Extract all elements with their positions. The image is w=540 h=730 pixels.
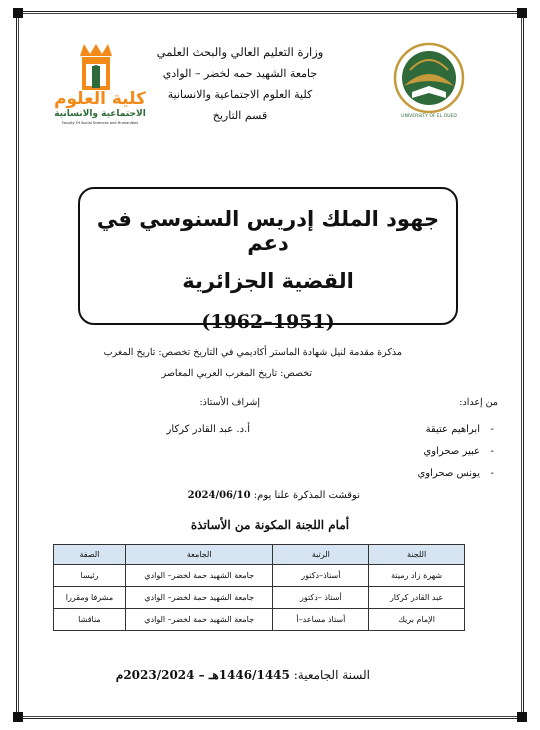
defense-date-line [188,490,360,501]
column-header: الجامعة [125,545,273,565]
column-header: اللجنة [369,545,465,565]
member-role: رئيسا [54,565,126,587]
faculty-logo [46,42,154,126]
member-rank: أستاذ–دكتور [273,565,369,587]
university-logo [390,40,468,120]
ministry-name: وزارة التعليم العالي والبحث العلمي [156,45,324,59]
memo-description: مذكرة مقدمة لنيل شهادة الماستر أكاديمي في التاريخ تخصص: تاريخ المغرب [103,347,402,358]
border-corner [517,712,527,722]
academic-year-line [116,668,370,682]
committee-title: أمام اللجنة المكونة من الأساتذة [190,518,350,532]
university-name: جامعة الشهيد حمه لخضر – الوادي [162,67,318,80]
table-row [54,609,465,631]
member-university: جامعة الشهيد حمة لخضر– الوادي [125,565,273,587]
member-name: عبد القادر كركار [369,587,465,609]
list-dash: - [490,424,494,435]
border-corner [517,8,527,18]
institution-header [140,42,340,126]
faculty-name: كلية العلوم الاجتماعية والانسانية [167,88,313,101]
border-corner [13,712,23,722]
table-row [54,565,465,587]
member-role: مناقشا [54,609,126,631]
table-row [54,587,465,609]
logo-arabic-title: كلية العلوم [54,89,146,109]
thesis-title-line2: القضية الجزائرية [182,269,354,293]
member-university: جامعة الشهيد حمة لخضر– الوادي [125,587,273,609]
department-name: قسم التاريخ [212,109,268,122]
list-dash: - [490,468,494,479]
university-logo-text: UNIVERSITY OF EL OUED [401,114,457,119]
member-rank: أستاذ –دكتور [273,587,369,609]
member-university: جامعة الشهيد حمة لخضر– الوادي [125,609,273,631]
student-name: عبير صحراوي [423,446,480,457]
member-rank: أستاذ مساعد–أ [273,609,369,631]
student-name: يونس صحراوي [417,468,480,479]
defense-label: نوقشت المذكرة علنا يوم: [253,490,360,501]
memo-specialization: تخصص: تاريخ المغرب العربي المعاصر [161,368,312,379]
defense-date: 2024/06/10 [187,490,251,501]
thesis-title-line1: جهود الملك إدريس السنوسي في دعم [96,207,440,255]
thesis-title-years: (1951–1962) [201,311,335,333]
list-dash: - [490,446,494,457]
column-header: الصفة [54,545,126,565]
thesis-title-box [78,187,458,333]
border-corner [13,8,23,18]
table-header-row [54,545,465,565]
logo-english-text: Faculty Of Social Sciences and Humanities [61,121,139,125]
supervisor-label: إشراف الأستاذ: [199,397,260,408]
supervisor-name: أ.د. عبد القادر كركار [166,424,250,435]
member-role: مشرفا ومقررا [54,587,126,609]
member-name: الإمام بريك [369,609,465,631]
student-name: ابراهيم عتيقة [425,424,480,435]
academic-year-label: السنة الجامعية: [293,668,370,682]
prepared-by-label: من إعداد: [459,397,498,408]
committee-table [53,544,465,631]
academic-year-value: 1446/1445هـ – 2023/2024م [115,668,290,682]
member-name: شهرة زاد رميتة [369,565,465,587]
logo-arabic-subtitle: الاجتماعية والانسانية [54,109,146,119]
column-header: الرتبة [273,545,369,565]
